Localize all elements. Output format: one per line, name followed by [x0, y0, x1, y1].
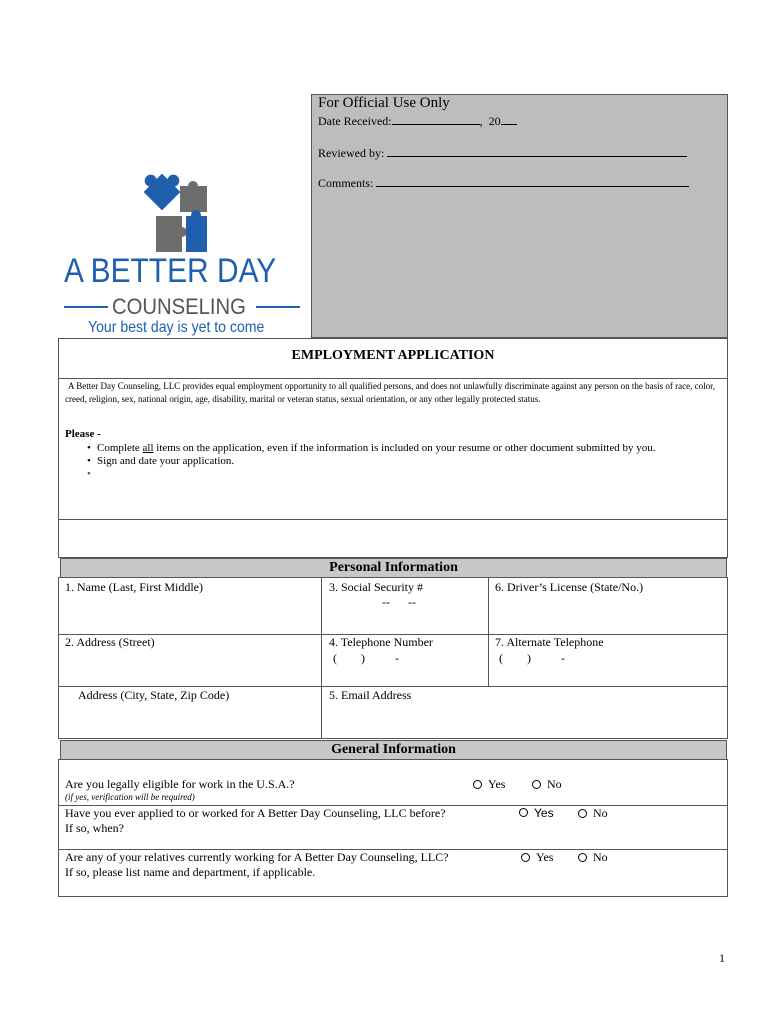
date-received-label: Date Received:: [318, 114, 392, 128]
city-state-zip-field[interactable]: Address (City, State, Zip Code): [78, 688, 230, 702]
relatives-no-radio[interactable]: No: [578, 850, 608, 865]
company-logo: [62, 168, 307, 340]
reviewed-by-label: Reviewed by:: [318, 146, 385, 160]
eligibility-yes-radio[interactable]: Yes: [473, 777, 505, 792]
relatives-yes-radio[interactable]: Yes: [521, 850, 553, 865]
prior-application-no-radio[interactable]: No: [578, 806, 608, 821]
comments-field[interactable]: [318, 175, 689, 191]
radio-circle-icon: [473, 780, 482, 789]
radio-circle-icon: [532, 780, 541, 789]
official-use-box: [311, 94, 728, 338]
puzzle-logo-icon: [62, 168, 307, 258]
radio-circle-icon: [578, 809, 587, 818]
logo-tagline: Your best day is yet to come: [88, 319, 265, 336]
logo-line1: A BETTER DAY: [64, 252, 277, 290]
eligibility-question: Are you legally eligible for work in the U.S.A.?: [65, 777, 295, 791]
alt-telephone-field[interactable]: 7. Alternate Telephone: [495, 635, 604, 649]
prior-application-question: Have you ever applied to or worked for A Better Day Counseling, LLC before?: [65, 806, 446, 820]
email-field[interactable]: 5. Email Address: [329, 688, 412, 702]
reviewed-by-field[interactable]: [318, 145, 687, 161]
alt-telephone-format: ( ) -: [499, 651, 565, 665]
date-year-prefix: 20: [488, 114, 501, 128]
prior-application-yes-radio[interactable]: Yes: [519, 806, 554, 820]
date-received-field[interactable]: Date Received: , 20: [318, 113, 517, 129]
eligibility-no-radio[interactable]: No: [532, 777, 562, 792]
instruction-item-1: • Complete all items on the application, even if the information is included on your resume or other document submitted by you.: [87, 442, 656, 454]
ssn-format: -- --: [382, 595, 416, 609]
license-field[interactable]: 6. Driver’s License (State/No.): [495, 580, 644, 594]
radio-circle-icon: [519, 808, 528, 817]
radio-circle-icon: [521, 853, 530, 862]
form-title: EMPLOYMENT APPLICATION: [291, 348, 495, 363]
page-number: 1: [719, 951, 725, 965]
radio-circle-icon: [578, 853, 587, 862]
street-address-field[interactable]: 2. Address (Street): [65, 635, 155, 649]
personal-info-header: Personal Information: [60, 558, 727, 578]
relatives-followup: If so, please list name and department, if applicable.: [65, 865, 316, 879]
please-label: Please -: [65, 428, 101, 440]
ssn-field[interactable]: 3. Social Security #: [329, 580, 423, 594]
prior-application-when: If so, when?: [65, 821, 124, 835]
official-use-title: For Official Use Only: [318, 95, 450, 111]
logo-line2: COUNSELING: [112, 294, 246, 319]
comments-label: Comments:: [318, 176, 374, 190]
logo-line2-wrap: [62, 294, 302, 319]
name-field[interactable]: 1. Name (Last, First Middle): [65, 580, 203, 594]
telephone-field[interactable]: 4. Telephone Number: [329, 635, 433, 649]
eligibility-note: (if yes, verification will be required): [65, 792, 195, 802]
instruction-item-2: • Sign and date your application.: [87, 455, 235, 467]
instruction-item-3: •: [87, 468, 91, 480]
general-info-header: General Information: [60, 740, 727, 760]
relatives-question: Are any of your relatives currently working for A Better Day Counseling, LLC?: [65, 850, 449, 864]
eeo-statement: A Better Day Counseling, LLC provides equal employment opportunity to all qualified persons, and does not unlawfully discriminate against any person on the basis of race, color, creed, religion, sex, national origin, age, disability, marital or veteran status, sexual orientation, or any other legally protected status.: [65, 381, 715, 404]
instruction-list: [87, 442, 717, 481]
telephone-format: ( ) -: [333, 651, 399, 665]
